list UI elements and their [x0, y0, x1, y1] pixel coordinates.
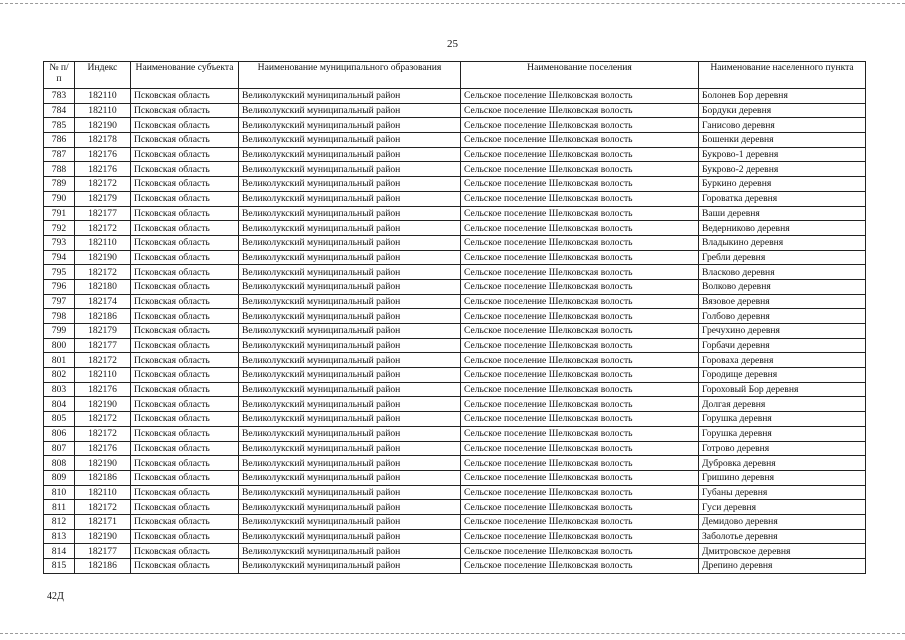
settlement-name: Сельское поселение Шелковская волость [461, 133, 699, 148]
row-number: 795 [44, 265, 75, 280]
postal-index: 182172 [75, 412, 131, 427]
subject-name: Псковская область [131, 177, 239, 192]
locality-name: Ваши деревня [699, 206, 866, 221]
subject-name: Псковская область [131, 500, 239, 515]
subject-name: Псковская область [131, 412, 239, 427]
settlement-name: Сельское поселение Шелковская волость [461, 514, 699, 529]
locality-name: Волково деревня [699, 279, 866, 294]
subject-name: Псковская область [131, 250, 239, 265]
municipality-name: Великолукский муниципальный район [239, 412, 461, 427]
row-number: 801 [44, 353, 75, 368]
postal-index: 182190 [75, 456, 131, 471]
settlement-name: Сельское поселение Шелковская волость [461, 426, 699, 441]
municipality-name: Великолукский муниципальный район [239, 338, 461, 353]
settlement-name: Сельское поселение Шелковская волость [461, 118, 699, 133]
municipality-name: Великолукский муниципальный район [239, 279, 461, 294]
subject-name: Псковская область [131, 162, 239, 177]
page-number: 25 [447, 38, 458, 50]
column-header-subject: Наименование субъекта [131, 62, 239, 89]
settlement-name: Сельское поселение Шелковская волость [461, 500, 699, 515]
postal-index: 182110 [75, 368, 131, 383]
table-row [44, 324, 866, 339]
municipality-name: Великолукский муниципальный район [239, 441, 461, 456]
postal-index: 182190 [75, 250, 131, 265]
postal-index: 182110 [75, 89, 131, 104]
settlement-name: Сельское поселение Шелковская волость [461, 265, 699, 280]
table-row [44, 397, 866, 412]
table-row [44, 485, 866, 500]
municipality-name: Великолукский муниципальный район [239, 353, 461, 368]
municipality-name: Великолукский муниципальный район [239, 89, 461, 104]
table-row [44, 309, 866, 324]
row-number: 796 [44, 279, 75, 294]
postal-index: 182190 [75, 397, 131, 412]
locality-name: Гришино деревня [699, 470, 866, 485]
row-number: 811 [44, 500, 75, 515]
row-number: 813 [44, 529, 75, 544]
row-number: 794 [44, 250, 75, 265]
settlements-table [43, 61, 866, 574]
settlement-name: Сельское поселение Шелковская волость [461, 221, 699, 236]
settlement-name: Сельское поселение Шелковская волость [461, 206, 699, 221]
table-row [44, 103, 866, 118]
table-row [44, 279, 866, 294]
postal-index: 182179 [75, 324, 131, 339]
table-row [44, 177, 866, 192]
subject-name: Псковская область [131, 368, 239, 383]
postal-index: 182176 [75, 382, 131, 397]
postal-index: 182186 [75, 309, 131, 324]
settlement-name: Сельское поселение Шелковская волость [461, 89, 699, 104]
subject-name: Псковская область [131, 103, 239, 118]
subject-name: Псковская область [131, 544, 239, 559]
postal-index: 182174 [75, 294, 131, 309]
table-row [44, 147, 866, 162]
municipality-name: Великолукский муниципальный район [239, 177, 461, 192]
locality-name: Гороховый Бор деревня [699, 382, 866, 397]
locality-name: Заболотье деревня [699, 529, 866, 544]
municipality-name: Великолукский муниципальный район [239, 309, 461, 324]
municipality-name: Великолукский муниципальный район [239, 382, 461, 397]
row-number: 786 [44, 133, 75, 148]
table-row [44, 500, 866, 515]
locality-name: Горушка деревня [699, 412, 866, 427]
subject-name: Псковская область [131, 441, 239, 456]
locality-name: Бошенки деревня [699, 133, 866, 148]
settlement-name: Сельское поселение Шелковская волость [461, 309, 699, 324]
table-header-row [44, 62, 866, 89]
row-number: 791 [44, 206, 75, 221]
locality-name: Городище деревня [699, 368, 866, 383]
subject-name: Псковская область [131, 118, 239, 133]
locality-name: Ганисово деревня [699, 118, 866, 133]
table-body [44, 89, 866, 574]
settlement-name: Сельское поселение Шелковская волость [461, 559, 699, 574]
table-row [44, 514, 866, 529]
table-row [44, 426, 866, 441]
locality-name: Буркино деревня [699, 177, 866, 192]
row-number: 790 [44, 191, 75, 206]
table-row [44, 265, 866, 280]
subject-name: Псковская область [131, 206, 239, 221]
table-row [44, 221, 866, 236]
municipality-name: Великолукский муниципальный район [239, 470, 461, 485]
municipality-name: Великолукский муниципальный район [239, 118, 461, 133]
locality-name: Власково деревня [699, 265, 866, 280]
locality-name: Гуси деревня [699, 500, 866, 515]
table-row [44, 133, 866, 148]
postal-index: 182190 [75, 118, 131, 133]
settlement-name: Сельское поселение Шелковская волость [461, 368, 699, 383]
table-row [44, 559, 866, 574]
table-row [44, 529, 866, 544]
subject-name: Псковская область [131, 338, 239, 353]
table-row [44, 456, 866, 471]
locality-name: Вязовое деревня [699, 294, 866, 309]
row-number: 807 [44, 441, 75, 456]
settlement-name: Сельское поселение Шелковская волость [461, 324, 699, 339]
postal-index: 182172 [75, 177, 131, 192]
row-number: 783 [44, 89, 75, 104]
row-number: 812 [44, 514, 75, 529]
table-row [44, 544, 866, 559]
subject-name: Псковская область [131, 559, 239, 574]
settlement-name: Сельское поселение Шелковская волость [461, 147, 699, 162]
subject-name: Псковская область [131, 309, 239, 324]
locality-name: Гороваха деревня [699, 353, 866, 368]
locality-name: Горушка деревня [699, 426, 866, 441]
subject-name: Псковская область [131, 147, 239, 162]
municipality-name: Великолукский муниципальный район [239, 514, 461, 529]
settlement-name: Сельское поселение Шелковская волость [461, 470, 699, 485]
locality-name: Болонев Бор деревня [699, 89, 866, 104]
municipality-name: Великолукский муниципальный район [239, 426, 461, 441]
column-header-number: № п/п [44, 62, 75, 89]
table-row [44, 191, 866, 206]
postal-index: 182186 [75, 559, 131, 574]
settlement-name: Сельское поселение Шелковская волость [461, 397, 699, 412]
row-number: 789 [44, 177, 75, 192]
settlement-name: Сельское поселение Шелковская волость [461, 544, 699, 559]
postal-index: 182172 [75, 426, 131, 441]
locality-name: Дмитровское деревня [699, 544, 866, 559]
row-number: 803 [44, 382, 75, 397]
locality-name: Готрово деревня [699, 441, 866, 456]
municipality-name: Великолукский муниципальный район [239, 235, 461, 250]
table-row [44, 412, 866, 427]
settlement-name: Сельское поселение Шелковская волость [461, 382, 699, 397]
municipality-name: Великолукский муниципальный район [239, 485, 461, 500]
postal-index: 182172 [75, 265, 131, 280]
column-header-settlement: Наименование поселения [461, 62, 699, 89]
postal-index: 182172 [75, 500, 131, 515]
locality-name: Губаны деревня [699, 485, 866, 500]
locality-name: Ведерниково деревня [699, 221, 866, 236]
subject-name: Псковская область [131, 265, 239, 280]
table-row [44, 368, 866, 383]
subject-name: Псковская область [131, 235, 239, 250]
municipality-name: Великолукский муниципальный район [239, 162, 461, 177]
postal-index: 182110 [75, 485, 131, 500]
locality-name: Демидово деревня [699, 514, 866, 529]
row-number: 808 [44, 456, 75, 471]
locality-name: Владыкино деревня [699, 235, 866, 250]
scan-edge-bottom [0, 633, 905, 634]
postal-index: 182172 [75, 221, 131, 236]
row-number: 788 [44, 162, 75, 177]
subject-name: Псковская область [131, 529, 239, 544]
municipality-name: Великолукский муниципальный район [239, 147, 461, 162]
locality-name: Бордуки деревня [699, 103, 866, 118]
subject-name: Псковская область [131, 294, 239, 309]
row-number: 798 [44, 309, 75, 324]
subject-name: Псковская область [131, 485, 239, 500]
row-number: 792 [44, 221, 75, 236]
settlement-name: Сельское поселение Шелковская волость [461, 412, 699, 427]
postal-index: 182179 [75, 191, 131, 206]
settlement-name: Сельское поселение Шелковская волость [461, 441, 699, 456]
table-row [44, 235, 866, 250]
settlement-name: Сельское поселение Шелковская волость [461, 338, 699, 353]
table-row [44, 294, 866, 309]
municipality-name: Великолукский муниципальный район [239, 544, 461, 559]
municipality-name: Великолукский муниципальный район [239, 559, 461, 574]
subject-name: Псковская область [131, 221, 239, 236]
locality-name: Гороватка деревня [699, 191, 866, 206]
locality-name: Гребли деревня [699, 250, 866, 265]
municipality-name: Великолукский муниципальный район [239, 529, 461, 544]
municipality-name: Великолукский муниципальный район [239, 221, 461, 236]
municipality-name: Великолукский муниципальный район [239, 191, 461, 206]
row-number: 785 [44, 118, 75, 133]
settlement-name: Сельское поселение Шелковская волость [461, 294, 699, 309]
subject-name: Псковская область [131, 191, 239, 206]
row-number: 805 [44, 412, 75, 427]
municipality-name: Великолукский муниципальный район [239, 456, 461, 471]
row-number: 797 [44, 294, 75, 309]
postal-index: 182110 [75, 103, 131, 118]
postal-index: 182176 [75, 162, 131, 177]
table-row [44, 353, 866, 368]
row-number: 800 [44, 338, 75, 353]
postal-index: 182110 [75, 235, 131, 250]
row-number: 799 [44, 324, 75, 339]
row-number: 802 [44, 368, 75, 383]
postal-index: 182177 [75, 206, 131, 221]
municipality-name: Великолукский муниципальный район [239, 324, 461, 339]
municipality-name: Великолукский муниципальный район [239, 206, 461, 221]
subject-name: Псковская область [131, 89, 239, 104]
row-number: 809 [44, 470, 75, 485]
settlement-name: Сельское поселение Шелковская волость [461, 353, 699, 368]
locality-name: Гречухино деревня [699, 324, 866, 339]
settlement-name: Сельское поселение Шелковская волость [461, 103, 699, 118]
postal-index: 182190 [75, 529, 131, 544]
subject-name: Псковская область [131, 470, 239, 485]
postal-index: 182177 [75, 544, 131, 559]
municipality-name: Великолукский муниципальный район [239, 133, 461, 148]
subject-name: Псковская область [131, 353, 239, 368]
locality-name: Долгая деревня [699, 397, 866, 412]
column-header-index: Индекс [75, 62, 131, 89]
settlement-name: Сельское поселение Шелковская волость [461, 456, 699, 471]
municipality-name: Великолукский муниципальный район [239, 294, 461, 309]
postal-index: 182186 [75, 470, 131, 485]
locality-name: Дубровка деревня [699, 456, 866, 471]
municipality-name: Великолукский муниципальный район [239, 103, 461, 118]
postal-index: 182177 [75, 338, 131, 353]
subject-name: Псковская область [131, 456, 239, 471]
municipality-name: Великолукский муниципальный район [239, 265, 461, 280]
locality-name: Горбачи деревня [699, 338, 866, 353]
subject-name: Псковская область [131, 397, 239, 412]
municipality-name: Великолукский муниципальный район [239, 397, 461, 412]
subject-name: Псковская область [131, 382, 239, 397]
subject-name: Псковская область [131, 279, 239, 294]
table-row [44, 89, 866, 104]
subject-name: Псковская область [131, 514, 239, 529]
locality-name: Букрово-1 деревня [699, 147, 866, 162]
subject-name: Псковская область [131, 426, 239, 441]
table-row [44, 250, 866, 265]
table-row [44, 441, 866, 456]
postal-index: 182180 [75, 279, 131, 294]
row-number: 784 [44, 103, 75, 118]
column-header-locality: Наименование населенного пункта [699, 62, 866, 89]
locality-name: Дрепино деревня [699, 559, 866, 574]
column-header-municipality: Наименование муниципального образования [239, 62, 461, 89]
postal-index: 182171 [75, 514, 131, 529]
footer-code: 42Д [47, 591, 64, 602]
settlement-name: Сельское поселение Шелковская волость [461, 162, 699, 177]
municipality-name: Великолукский муниципальный район [239, 368, 461, 383]
subject-name: Псковская область [131, 133, 239, 148]
table-row [44, 338, 866, 353]
row-number: 814 [44, 544, 75, 559]
locality-name: Голбово деревня [699, 309, 866, 324]
table-row [44, 382, 866, 397]
subject-name: Псковская область [131, 324, 239, 339]
postal-index: 182172 [75, 353, 131, 368]
row-number: 804 [44, 397, 75, 412]
table-row [44, 470, 866, 485]
locality-name: Букрово-2 деревня [699, 162, 866, 177]
row-number: 806 [44, 426, 75, 441]
table-row [44, 162, 866, 177]
municipality-name: Великолукский муниципальный район [239, 500, 461, 515]
settlement-name: Сельское поселение Шелковская волость [461, 529, 699, 544]
settlement-name: Сельское поселение Шелковская волость [461, 177, 699, 192]
postal-index: 182178 [75, 133, 131, 148]
row-number: 810 [44, 485, 75, 500]
table-row [44, 206, 866, 221]
postal-index: 182176 [75, 441, 131, 456]
row-number: 815 [44, 559, 75, 574]
scan-edge-top [0, 3, 905, 4]
settlement-name: Сельское поселение Шелковская волость [461, 235, 699, 250]
settlement-name: Сельское поселение Шелковская волость [461, 485, 699, 500]
settlement-name: Сельское поселение Шелковская волость [461, 191, 699, 206]
table-row [44, 118, 866, 133]
settlement-name: Сельское поселение Шелковская волость [461, 279, 699, 294]
settlement-name: Сельское поселение Шелковская волость [461, 250, 699, 265]
row-number: 787 [44, 147, 75, 162]
municipality-name: Великолукский муниципальный район [239, 250, 461, 265]
row-number: 793 [44, 235, 75, 250]
postal-index: 182176 [75, 147, 131, 162]
